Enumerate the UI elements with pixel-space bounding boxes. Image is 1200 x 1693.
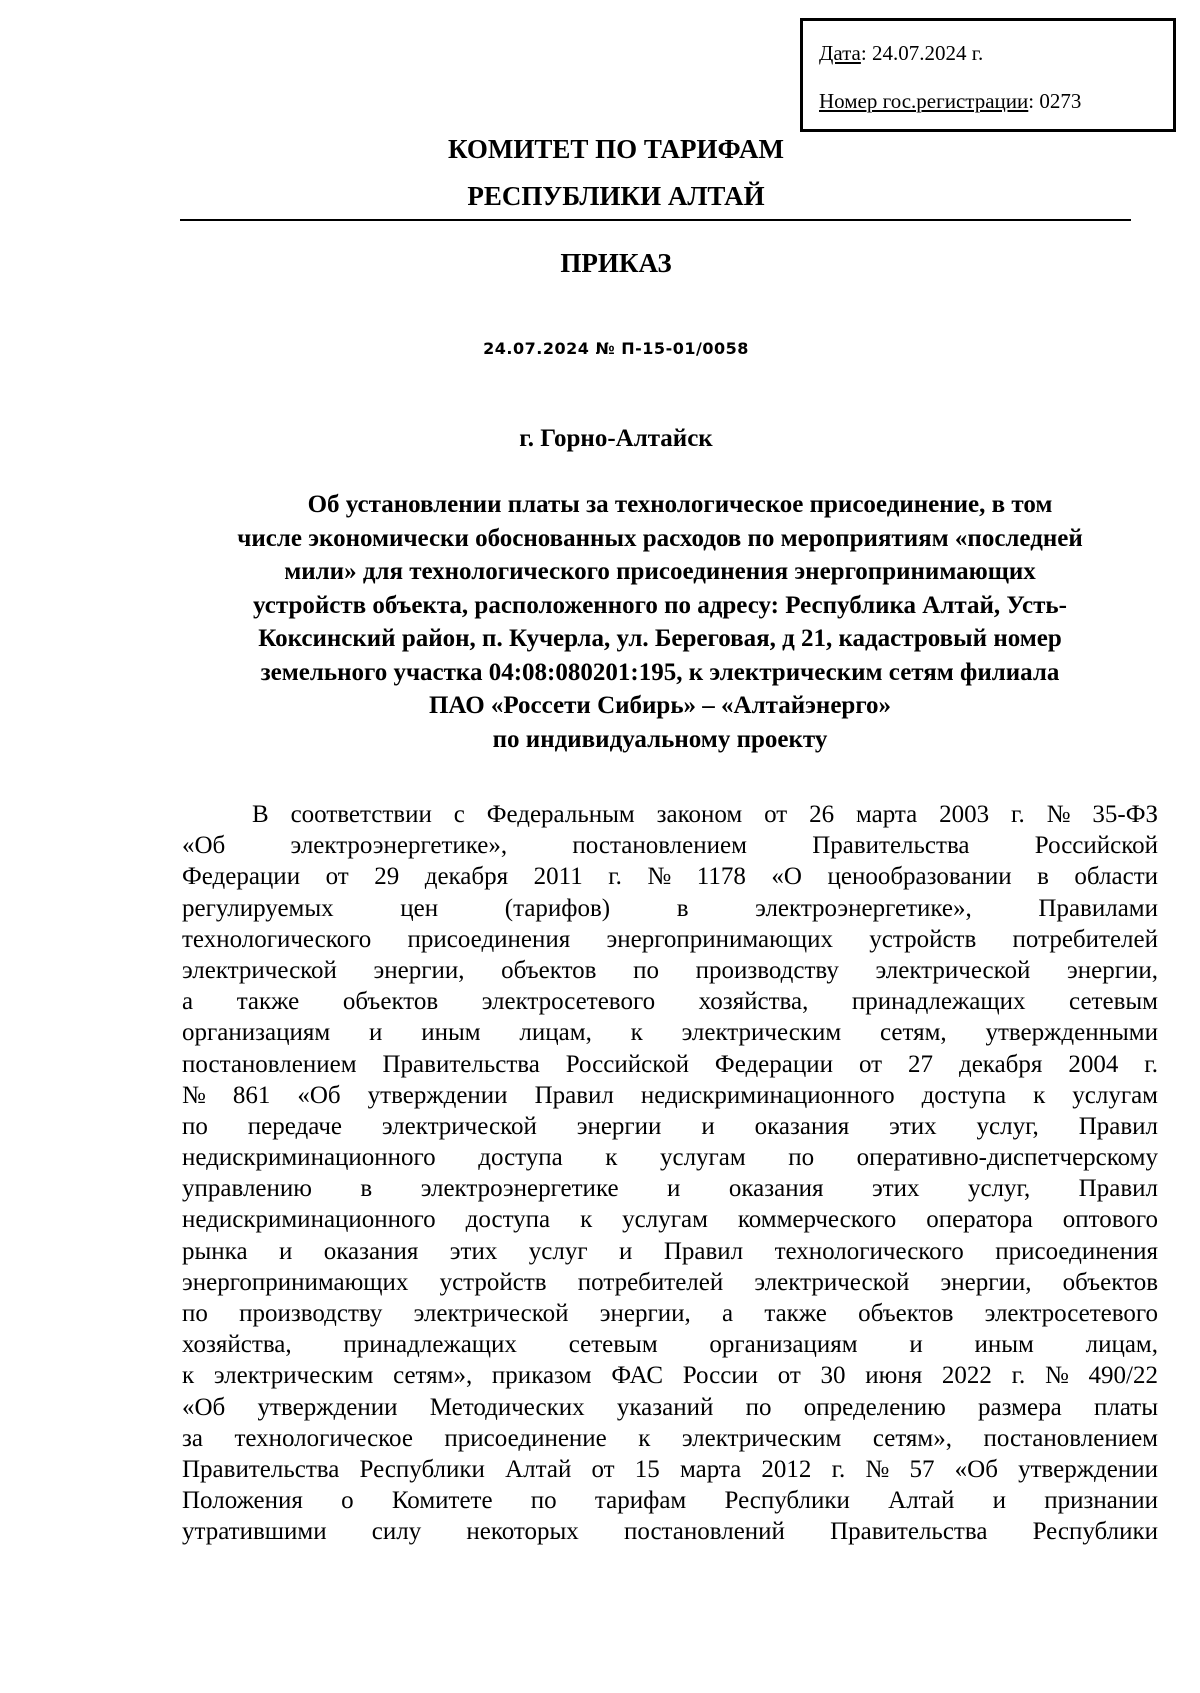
subject-line: земельного участка 04:08:080201:195, к электрическим сетям филиала	[260, 658, 1060, 686]
org-name-line-2: РЕСПУБЛИКИ АЛТАЙ	[467, 181, 765, 211]
body-line: рынка и оказания этих услуг и Правил технологического присоединения	[182, 1237, 1158, 1265]
body-line: технологического присоединения энергопринимающих устройств потребителей	[182, 925, 1158, 953]
org-name-line-1: КОМИТЕТ ПО ТАРИФАМ	[447, 134, 785, 164]
registration-stamp-box	[800, 18, 1176, 132]
document-type: ПРИКАЗ	[560, 248, 672, 278]
subject-line: ПАО «Россети Сибирь» – «Алтайэнерго»	[428, 692, 892, 719]
subject-line: числе экономически обоснованных расходов по мероприятиям «последней	[237, 524, 1083, 552]
body-line: № 861 «Об утверждении Правил недискриминационного доступа к услугам	[182, 1081, 1158, 1109]
body-line: по производству электрической энергии, а также объектов электросетевого	[182, 1300, 1158, 1327]
body-line: к электрическим сетям», приказом ФАС России от 30 июня 2022 г. № 490/22	[182, 1362, 1158, 1390]
body-line: утратившими силу некоторых постановлений Правительства Республики	[182, 1518, 1158, 1546]
document-body	[182, 799, 1158, 1548]
body-line: энергопринимающих устройств потребителей электрической энергии, объектов	[182, 1268, 1158, 1296]
document-subject	[170, 488, 1150, 756]
body-line: за технологическое присоединение к электрическим сетям», постановлением	[182, 1424, 1158, 1452]
body-line: управлению в электроэнергетике и оказания этих услуг, Правил	[182, 1175, 1158, 1203]
registration-number	[819, 89, 1081, 114]
subject-line: по индивидуальному проекту	[492, 725, 828, 753]
subject-line: Об установлении платы за технологическое присоединение, в том	[307, 491, 1053, 518]
registration-number-value: : 0273	[1028, 89, 1082, 113]
body-line: хозяйства, принадлежащих сетевым организациям и иным лицам,	[182, 1331, 1158, 1359]
body-line: электрической энергии, объектов по производству электрической энергии,	[182, 956, 1158, 984]
body-line: организациям и иным лицам, к электрическим сетям, утвержденными	[182, 1019, 1158, 1047]
registration-number-label: Номер гос.регистрации	[819, 89, 1029, 113]
body-line: В соответствии с Федеральным законом от 26 марта 2003 г. № 35-ФЗ	[252, 801, 1158, 828]
body-line: Правительства Республики Алтай от 15 марта 2012 г. № 57 «Об утверждении	[182, 1455, 1158, 1483]
body-line: недискриминационного доступа к услугам по оперативно-диспетчерскому	[182, 1144, 1158, 1172]
body-line: по передаче электрической энергии и оказания этих услуг, Правил	[182, 1112, 1158, 1140]
subject-line: Коксинский район, п. Кучерла, ул. Береговая, д 21, кадастровый номер	[258, 625, 1062, 652]
body-line: регулируемых цен (тарифов) в электроэнергетике», Правилами	[182, 894, 1158, 922]
header-divider	[180, 219, 1131, 221]
document-number: 24.07.2024 № П-15-01/0058	[483, 339, 749, 358]
document-city: г. Горно-Алтайск	[519, 425, 713, 452]
body-line: Федерации от 29 декабря 2011 г. № 1178 «О ценообразовании в области	[182, 863, 1158, 891]
subject-line: устройств объекта, расположенного по адресу: Республика Алтай, Усть-	[253, 591, 1067, 619]
body-line: «Об утверждении Методических указаний по определению размера платы	[182, 1393, 1158, 1421]
body-line: а также объектов электросетевого хозяйства, принадлежащих сетевым	[182, 988, 1158, 1016]
subject-line: мили» для технологического присоединения энергопринимающих	[284, 558, 1036, 585]
body-line: недискриминационного доступа к услугам коммерческого оператора оптового	[182, 1206, 1158, 1234]
body-line: «Об электроэнергетике», постановлением Правительства Российской	[182, 832, 1158, 860]
registration-date-label: Дата	[819, 41, 861, 65]
registration-date-value: : 24.07.2024 г.	[860, 41, 984, 65]
body-line: постановлением Правительства Российской Федерации от 27 декабря 2004 г.	[182, 1050, 1158, 1078]
registration-date	[819, 41, 983, 66]
body-line: Положения о Комитете по тарифам Республики Алтай и признании	[182, 1487, 1158, 1515]
